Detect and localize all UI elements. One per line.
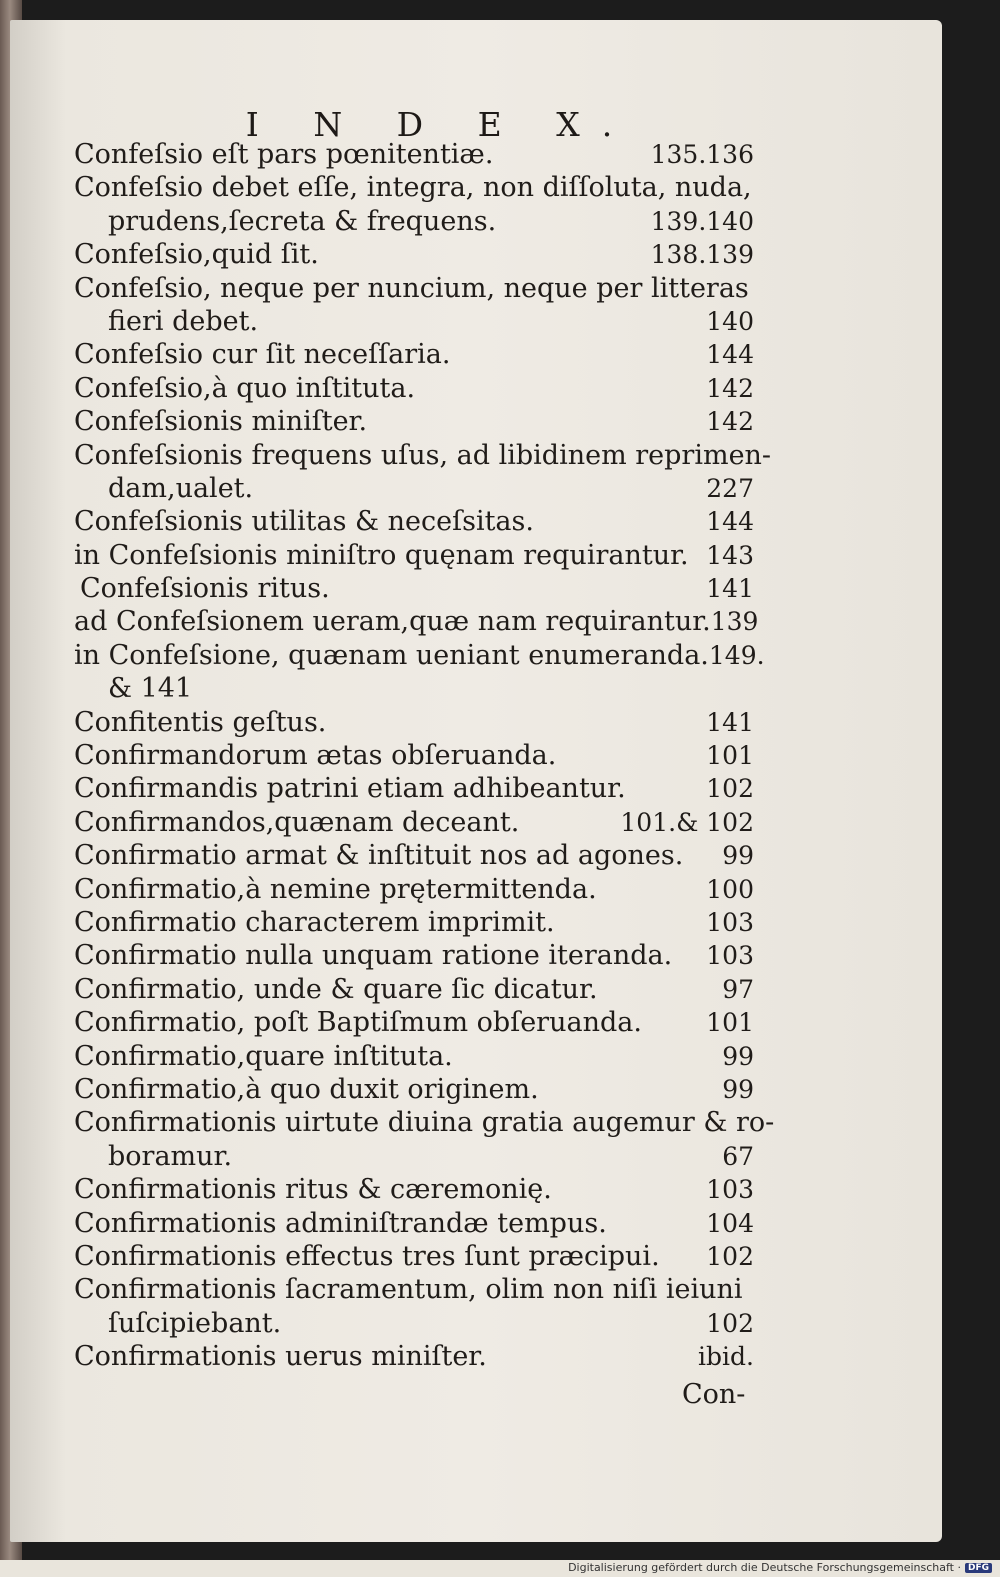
index-entry (74, 672, 754, 705)
index-entry (74, 739, 754, 772)
entry-text: Confirmatio,à quo duxit originem. (74, 1073, 539, 1105)
entry-page: 141 (706, 574, 754, 604)
index-entry (74, 706, 754, 739)
entry-page: ibid. (698, 1342, 754, 1372)
catchword: Con- (682, 1379, 746, 1410)
entry-text: Confirmandorum ætas obſeruanda. (74, 740, 557, 772)
entry-text: Confirmationis effectus tres ſunt præcipui. (74, 1240, 660, 1272)
entry-page: 139.140 (650, 206, 754, 236)
entry-page: 135.136 (650, 140, 754, 169)
entry-text: Confitentis geſtus. (74, 706, 327, 738)
entry-text: & 141 (108, 673, 193, 705)
index-entry (74, 1307, 754, 1340)
entry-page: 102 (706, 1308, 754, 1338)
digitization-credit (568, 1561, 992, 1574)
entry-text: Confirmandos,quænam deceant. (74, 806, 520, 838)
entry-text: Confeſsionis frequens uſus, ad libidinem reprimen- (74, 439, 772, 471)
entry-page: 99 (722, 1074, 754, 1104)
index-entry (74, 1073, 754, 1106)
index-entry (74, 806, 754, 839)
entry-text: Confirmandis patrini etiam adhibeantur. (74, 773, 626, 805)
index-entry (74, 238, 754, 271)
index-entry (74, 973, 754, 1006)
entry-text: Confeſsionis ritus. (80, 573, 330, 605)
entry-text: Confirmatio,quare inſtituta. (74, 1040, 453, 1072)
entry-page: 101.& 102 (620, 807, 754, 837)
entry-page: 103 (706, 907, 754, 937)
credit-text: Digitalisierung gefördert durch die Deutsche Forschungsgemeinschaft · (568, 1561, 961, 1574)
index-entry (74, 439, 772, 472)
index-entry (74, 1140, 754, 1173)
index-entry (74, 1106, 775, 1139)
entry-page: 142 (706, 373, 754, 403)
page-title: I N D E X. (245, 105, 635, 144)
index-entry (74, 605, 759, 638)
entry-text: Confeſsio,quid ſit. (74, 239, 319, 271)
entry-page: 227 (706, 473, 754, 503)
entry-page: 144 (706, 507, 754, 537)
entry-text: Confeſsio eſt pars pœnitentiæ. (74, 139, 494, 170)
index-entry (74, 1173, 754, 1206)
index-entry (74, 1240, 754, 1273)
entry-text: Confirmationis adminiſtrandæ tempus. (74, 1207, 607, 1239)
entry-text: Confirmatio, unde & quare ſic dicatur. (74, 973, 598, 1005)
entry-page: 138.139 (650, 240, 754, 270)
entry-text: Confirmatio characterem imprimit. (74, 906, 555, 938)
index-entry (74, 639, 765, 672)
index-entry (74, 572, 754, 605)
entry-text: Confirmationis ritus & cæremonię. (74, 1174, 552, 1206)
entry-page: 149. (708, 640, 765, 670)
entry-text: Confeſsio debet eſſe, integra, non diſſoluta, nuda, (74, 172, 752, 204)
index-entry (74, 539, 754, 572)
entry-text: Confirmatio, poſt Baptiſmum obſeruanda. (74, 1007, 642, 1039)
entry-text: Confeſsio,à quo inſtituta. (74, 372, 416, 404)
index-entry (74, 1006, 754, 1039)
entry-page: 67 (722, 1141, 754, 1171)
entry-page: 101 (706, 741, 754, 771)
index-entry (74, 1340, 754, 1373)
index-entry (74, 205, 754, 238)
index-entry (74, 772, 754, 805)
entry-text: Confirmatio armat & inſtituit nos ad agones. (74, 840, 684, 872)
entry-text: Confirmationis uerus miniſter. (74, 1341, 487, 1373)
entry-page: 100 (706, 874, 754, 904)
entry-text: in Confeſsione, quænam ueniant enumeranda. (74, 639, 709, 671)
index-entry (74, 272, 754, 305)
index-entry (74, 873, 754, 906)
index-entry (74, 939, 754, 972)
entry-page: 143 (706, 540, 754, 570)
entry-page: 101 (706, 1008, 754, 1038)
entry-text: Confirmatio,à nemine prętermittenda. (74, 873, 597, 905)
entry-text: Confirmationis ſacramentum, olim non niſi ieiuni (74, 1274, 743, 1306)
entry-page: 139 (710, 607, 759, 637)
dfg-logo: DFG (965, 1563, 992, 1573)
entry-text: fieri debet. (108, 305, 259, 337)
index-entry (74, 1040, 754, 1073)
book-page (10, 20, 942, 1542)
index-entry (74, 1273, 754, 1306)
index-entry (74, 338, 754, 371)
entry-text: Confirmationis uirtute diuina gratia augemur & ro- (74, 1107, 775, 1139)
entry-page: 102 (706, 774, 754, 804)
index-entry (74, 171, 754, 204)
entry-text: ſuſcipiebant. (108, 1307, 282, 1339)
entry-page: 104 (706, 1208, 754, 1238)
entry-text: ad Confeſsionem ueram,quæ nam requirantur. (74, 606, 711, 638)
entry-text: prudens,ſecreta & frequens. (108, 205, 497, 237)
entry-text: dam,ualet. (108, 472, 254, 504)
entry-page: 99 (722, 841, 754, 871)
entry-text: boramur. (108, 1140, 233, 1172)
index-entry (74, 472, 754, 505)
entry-text: Confirmatio nulla unquam ratione iteranda. (74, 940, 673, 972)
index-entry (74, 505, 754, 538)
index-entry (74, 138, 754, 171)
entry-text: Confeſsionis miniſter. (74, 406, 368, 438)
entry-page: 140 (706, 306, 754, 336)
entry-page: 103 (706, 1175, 754, 1205)
entry-page: 99 (722, 1041, 754, 1071)
entry-page: 102 (706, 1241, 754, 1271)
index-entry (74, 839, 754, 872)
index-entry (74, 906, 754, 939)
index-entries (74, 138, 775, 1373)
index-entry (74, 1207, 754, 1240)
entry-text: in Confeſsionis miniſtro quęnam requirantur. (74, 539, 689, 571)
entry-page: 142 (706, 407, 754, 437)
entry-text: Confeſsio, neque per nuncium, neque per litteras (74, 272, 749, 304)
entry-page: 144 (706, 340, 754, 370)
entry-text: Confeſsionis utilitas & neceſsitas. (74, 506, 534, 538)
index-entry (74, 405, 754, 438)
entry-page: 97 (722, 974, 754, 1004)
index-entry (74, 372, 754, 405)
entry-page: 141 (706, 707, 754, 737)
entry-page: 103 (706, 941, 754, 971)
entry-text: Confeſsio cur ſit neceſſaria. (74, 339, 451, 371)
index-entry (74, 305, 754, 338)
